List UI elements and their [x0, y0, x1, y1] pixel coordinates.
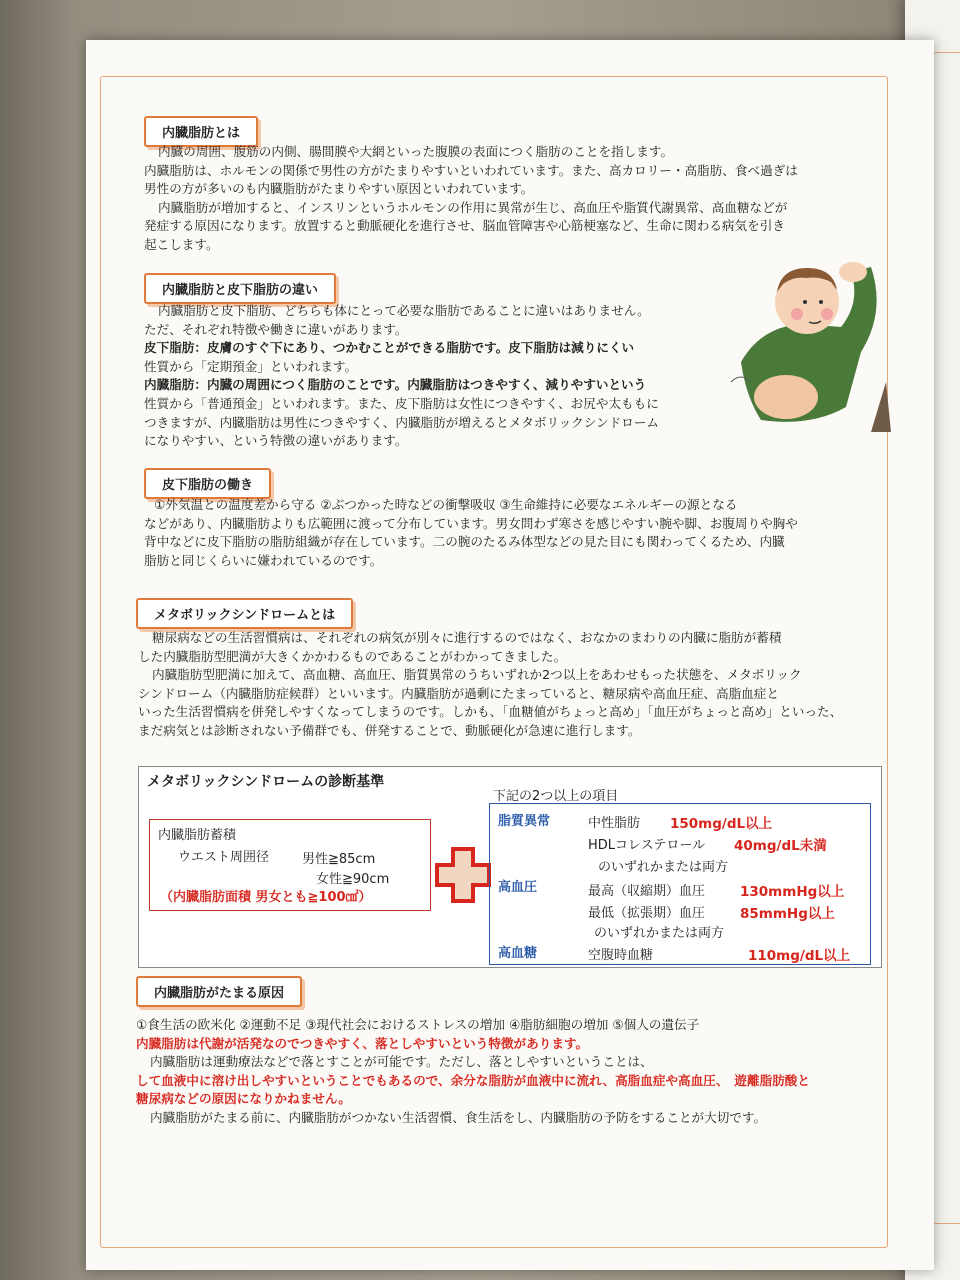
section-causes-text: [136, 1016, 810, 1128]
text-span: して血液中に溶け出しやすいということでもあるので、: [136, 1072, 451, 1088]
visceral-accumulation-box: [149, 819, 431, 911]
criteria-box: [138, 766, 882, 968]
text-span: 余分な脂肪が血液中に流れ、高脂血症や高血圧、: [450, 1072, 729, 1088]
text-line: 発症する原因になります。放置すると動脈硬化を進行させ、脳血管障害や心筋梗塞など、生命に関わる病気を引き: [144, 218, 785, 234]
text-line: 内臓の周囲、腹筋の内側、腸間膜や大網といった腹膜の表面につく脂肪のことを指します。: [158, 144, 674, 159]
left-title: 内臓脂肪蓄積: [158, 828, 237, 843]
lipid-label: 脂質異常: [498, 814, 551, 829]
heading-visceral-fat: 内臓脂肪とは: [144, 116, 258, 147]
text-line: 糖尿病などの原因になりかねません。: [136, 1091, 351, 1107]
waist-label: ウエスト周囲径: [178, 850, 270, 865]
female-threshold: 女性≧90cm: [316, 872, 390, 887]
text-line: シンドローム（内臓脂肪症候群）といいます。内臓脂肪が過剰にたまっていると、糖尿病や高血圧症、高脂血症と: [138, 685, 779, 701]
tg-value: 150mg/dL以上: [670, 816, 773, 832]
area-threshold: （内臓脂肪面積 男女とも≧100㎠）: [160, 890, 372, 905]
text-line: 背中などに皮下脂肪の脂肪組織が存在しています。二の腕のたるみ体型などの見た目にも関わってくるため、内臓: [144, 534, 785, 550]
text-line: 内臓脂肪がたまる前に、内臓脂肪がつかない生活習慣、食生活をし、内臓脂肪の予防をすることが大切です。: [150, 1109, 767, 1125]
text-line: 内臓脂肪と皮下脂肪、どちらも体にとって必要な脂肪であることに違いはありません。: [158, 303, 650, 318]
text-line: 内臓脂肪は、ホルモンの関係で男性の方がたまりやすいといわれています。また、高カロリー・高脂肪、食べ過ぎは: [144, 162, 798, 178]
text-line: ①食生活の欧米化 ②運動不足 ③現代社会におけるストレスの増加 ④脂肪細胞の増加 ⑤個人の遺伝子: [136, 1017, 700, 1032]
sys-label: 最高（収縮期）血圧: [588, 884, 706, 899]
heading-subcutaneous-role: 皮下脂肪の働き: [144, 468, 271, 499]
criteria-title: メタボリックシンドロームの診断基準: [147, 774, 385, 790]
brochure-page: [86, 40, 934, 1270]
heading-difference: 内臓脂肪と皮下脂肪の違い: [144, 273, 336, 304]
text-line: になりやすい、という特徴の違いがあります。: [144, 433, 408, 449]
text-line: 性質から「普通預金」といわれます。また、皮下脂肪は女性につきやすく、お尻や太ももに: [144, 395, 659, 411]
section-difference-text: [144, 302, 659, 451]
text-line: 内臓脂肪は運動療法などで落とすことが可能です。ただし、落としやすいということは、: [150, 1054, 653, 1070]
text-line: した内臓脂肪型肥満が大きくかかわるものであることがわかってきました。: [138, 648, 567, 664]
text-line: 内臓脂肪：内臓の周囲につく脂肪のことです。内臓脂肪はつきやすく、減りやすいという: [144, 377, 647, 393]
heading-causes: 内臓脂肪がたまる原因: [136, 976, 302, 1007]
text-line: 内臓脂肪が増加すると、インスリンというホルモンの作用に異常が生じ、高血圧や脂質代謝異常、高血糖などが: [158, 199, 788, 215]
criteria-items-box: [489, 803, 871, 965]
text-line: 脂肪と同じくらいに嫌われているのです。: [144, 552, 383, 568]
text-line: 起こします。: [144, 236, 219, 252]
lipid-either: のいずれかまたは両方: [598, 860, 729, 875]
fbg-label: 空腹時血糖: [588, 948, 654, 963]
section-visceral-fat-text: [144, 143, 798, 255]
text-line: 男性の方が多いのも内臓脂肪がたまりやすい原因といわれています。: [144, 181, 534, 197]
text-line: ただ、それぞれ特徴や働きに違いがあります。: [144, 321, 408, 337]
fbg-value: 110mg/dL以上: [748, 948, 851, 964]
tg-label: 中性脂肪: [588, 816, 641, 831]
text-line: まだ病気とは診断されない予備群でも、併発することで、動脈硬化が急速に進行します。: [138, 722, 641, 738]
section-subcutaneous-role-text: [144, 496, 798, 570]
bp-either: のいずれかまたは両方: [594, 926, 725, 941]
dia-value: 85mmHg以上: [740, 906, 835, 922]
text-span: 遊離脂肪酸と: [734, 1072, 810, 1088]
sys-value: 130mmHg以上: [740, 884, 845, 900]
text-line: 皮下脂肪：皮膚のすぐ下にあり、つかむことができる脂肪です。皮下脂肪は減りにくい: [144, 340, 635, 356]
right-title: 下記の2つ以上の項目: [493, 789, 619, 804]
text-line: いった生活習慣病を併発しやすくなってしまうのです。しかも、「血糖値がちょっと高め」「血圧がちょっと高め」といった、: [138, 704, 843, 720]
dia-label: 最低（拡張期）血圧: [588, 906, 706, 921]
section-metabolic-text: [138, 629, 842, 741]
heading-metabolic-syndrome: メタボリックシンドロームとは: [136, 598, 353, 629]
glucose-label: 高血糖: [498, 946, 538, 961]
bp-label: 高血圧: [498, 880, 538, 895]
text-line: 性質から「定期預金」といわれます。: [144, 358, 358, 374]
text-line: つきますが、内臓脂肪は男性につきやすく、内臓脂肪が増えるとメタボリックシンドローム: [144, 414, 660, 430]
text-line: 内臓脂肪型肥満に加えて、高血糖、高血圧、脂質異常のうちいずれか2つ以上をあわせもった状態を、メタボリック: [152, 667, 802, 683]
plus-icon: [433, 845, 493, 905]
male-threshold: 男性≧85cm: [302, 852, 376, 867]
man-illustration: [721, 232, 891, 432]
text-line: 糖尿病などの生活習慣病は、それぞれの病気が別々に進行するのではなく、おなかのまわりの内臓に脂肪が蓄積: [152, 630, 782, 645]
hdl-value: 40mg/dL未満: [734, 838, 827, 854]
text-line: ①外気温との温度差から守る ②ぶつかった時などの衝撃吸収 ③生命維持に必要なエネルギーの源となる: [154, 497, 738, 512]
text-line: などがあり、内臓脂肪よりも広範囲に渡って分布しています。男女問わず寒さを感じやすい腕や脚、お腹周りや胸や: [144, 515, 798, 531]
hdl-label: HDLコレステロール: [588, 838, 706, 853]
text-line: [136, 1072, 810, 1091]
text-line: 内臓脂肪は代謝が活発なのでつきやすく、落としやすいという特徴があります。: [136, 1035, 589, 1051]
